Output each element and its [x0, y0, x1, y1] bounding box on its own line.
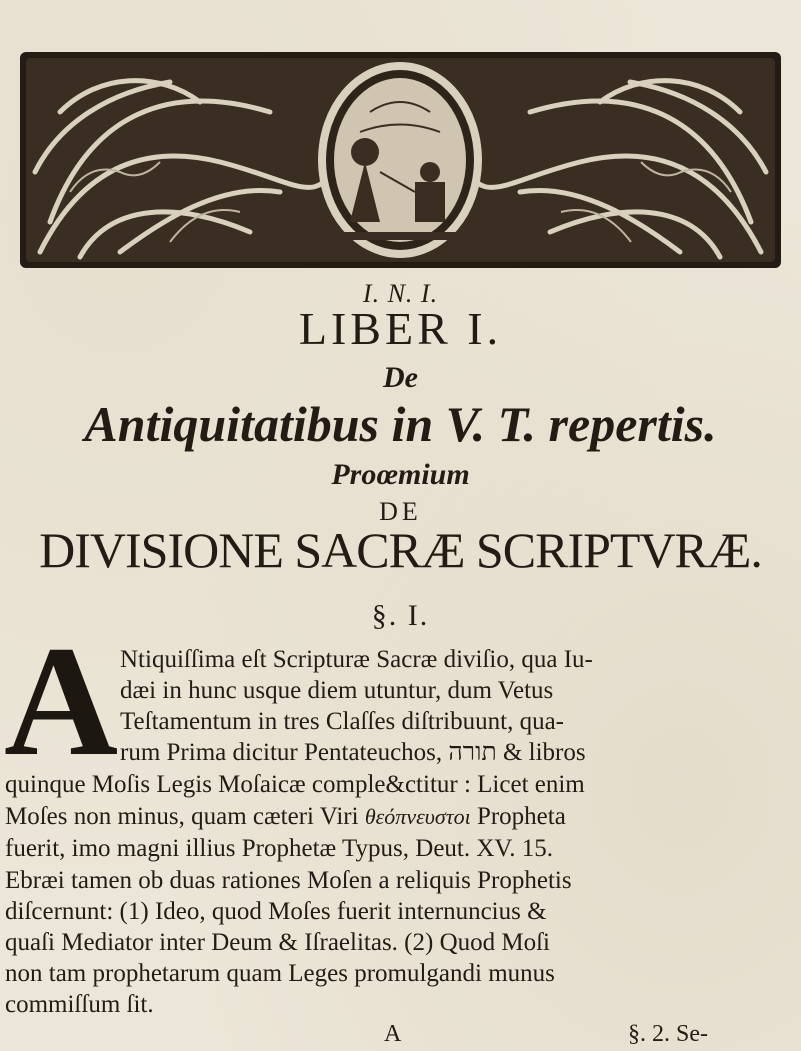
greek-word: θεόπνευστοι	[364, 804, 471, 829]
de-caps-heading: DE	[379, 497, 422, 526]
text-line-10: quaſi Mediator inter Deum & Iſraelitas. (2) Quod Moſi	[5, 929, 551, 956]
text-line-6	[5, 802, 800, 832]
text-line-2: dæi in hunc usque diem utuntur, dum Vetus	[120, 677, 554, 704]
inri-heading: I. N. I.	[362, 279, 439, 308]
proemium-heading: Proœmium	[331, 458, 470, 491]
text-line-11: non tam prophetarum quam Leges promulgandi munus	[5, 960, 555, 987]
main-title: DIVISIONE SACRÆ SCRIPTVRÆ.	[39, 522, 762, 578]
text-line-6-start: Moſes non minus, quam cæteri Viri	[5, 803, 365, 830]
text-line-5: quinque Moſis Legis Moſaicæ comple&ctitur : Licet enim	[5, 771, 585, 798]
text-line-4: rum Prima dicitur Pentateuchos, תורה & libros	[120, 739, 586, 766]
book-number-heading: LIBER I.	[298, 303, 503, 354]
headpiece-ornament-icon	[20, 52, 781, 268]
text-line-6-end: Propheta	[470, 803, 566, 830]
signature-mark: A	[384, 1021, 402, 1047]
drop-cap: A	[4, 614, 119, 789]
text-line-8: Ebræi tamen ob duas rationes Moſen a reliquis Prophetis	[5, 867, 572, 894]
text-line-7: fuerit, imo magni illius Prophetæ Typus, Deut. XV. 15.	[5, 835, 554, 862]
catchword: §. 2. Se-	[628, 1021, 708, 1047]
section-mark: §. I.	[371, 599, 430, 632]
text-line-9: diſcernunt: (1) Ideo, quod Moſes fuerit internuncius &	[5, 898, 547, 925]
text-line-1: Ntiquiſſima eſt Scripturæ Sacræ diviſio, qua Iu-	[120, 646, 593, 673]
subtitle-heading: Antiquitatibus in V. T. repertis.	[84, 396, 717, 452]
text-line-3: Teſtamentum in tres Claſſes diſtribuunt, qua-	[120, 708, 564, 735]
de-italic-heading: De	[383, 361, 418, 394]
ornamental-headpiece	[20, 52, 781, 268]
text-line-12: commiſſum ſit.	[5, 991, 154, 1018]
